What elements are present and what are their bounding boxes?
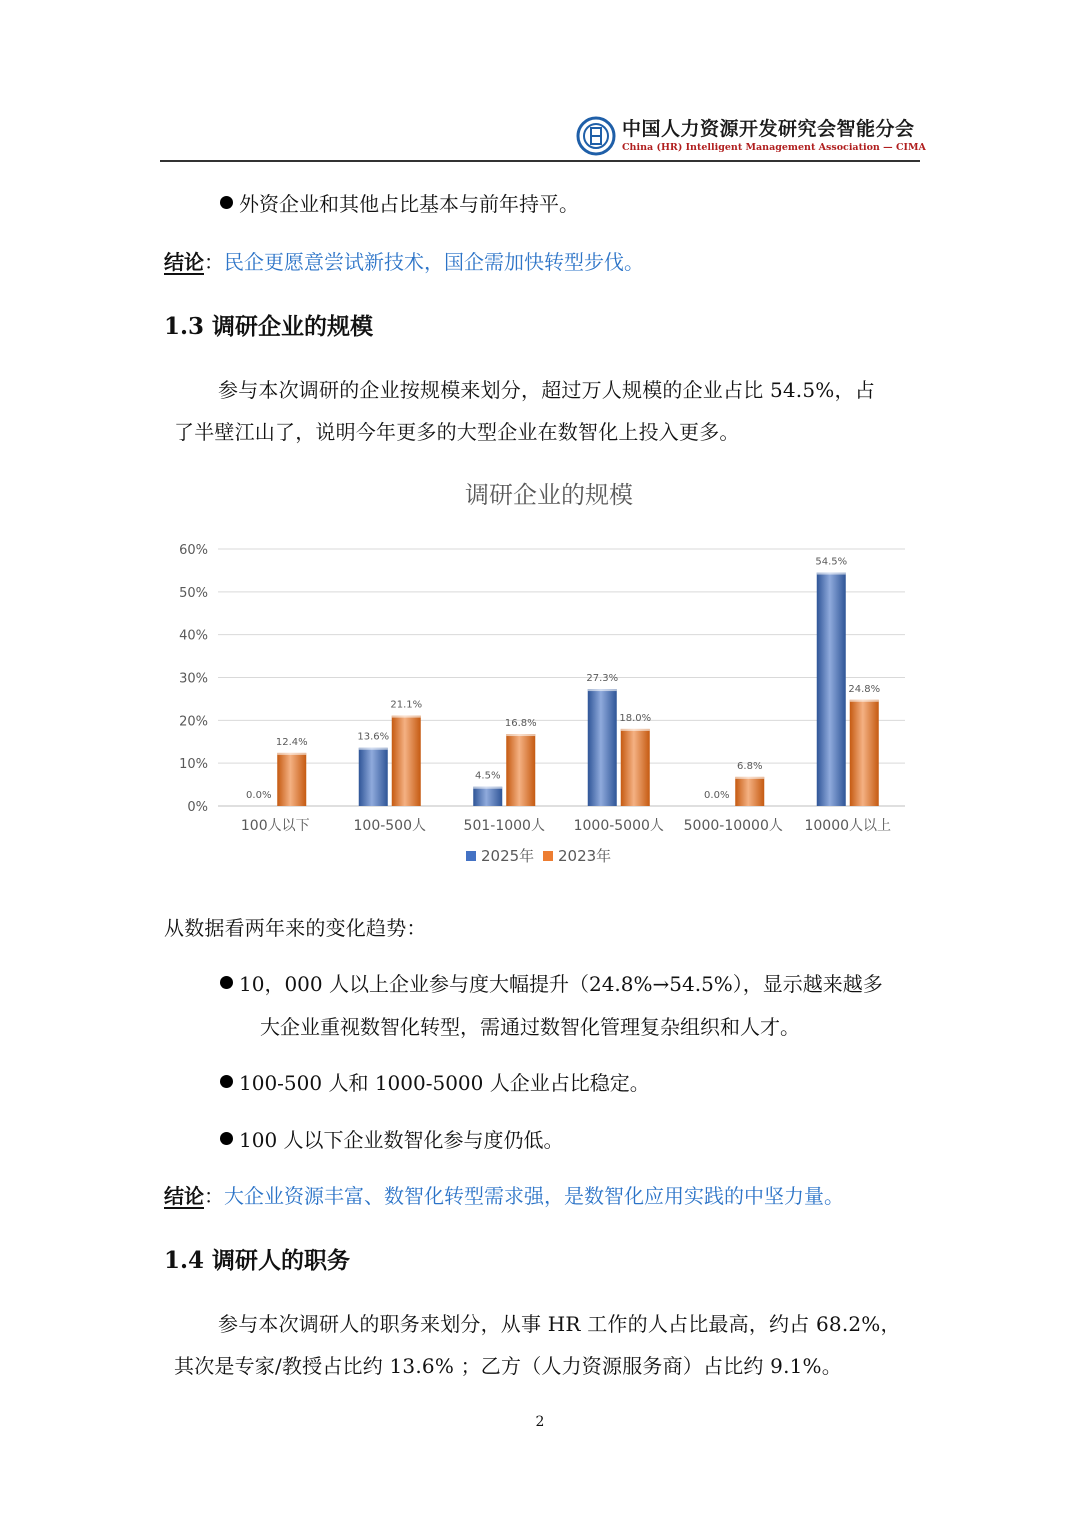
bar-2023 [735, 777, 764, 806]
conclusion-text: 大企业资源丰富、数智化转型需求强，是数智化应用实践的中坚力量。 [224, 1184, 844, 1208]
chart-title: 调研企业的规模 [465, 481, 633, 509]
bullet-dot-icon [220, 976, 233, 989]
conclusion-label: 结论 [164, 250, 204, 274]
bullet-text: 100-500 人和 1000-5000 人企业占比稳定。 [239, 1071, 650, 1095]
bar-highlight [359, 748, 388, 750]
bar-2025 [473, 787, 502, 806]
section-1-4-para-line2: 其次是专家/教授占比约 13.6% ；乙方（人力资源服务商）占比约 9.1%。 [174, 1354, 842, 1378]
bar-2023 [506, 734, 535, 806]
bar-highlight [621, 729, 650, 731]
data-label: 12.4% [275, 736, 308, 748]
org-name-cn: 中国人力资源开发研究会智能分会 [622, 118, 915, 140]
trend-bullet-3 [220, 1124, 564, 1153]
data-label: 4.5% [475, 770, 501, 782]
section-1-3-para-line1: 参与本次调研的企业按规模来划分，超过万人规模的企业占比 54.5%，占 [218, 378, 875, 402]
y-tick-label: 40% [179, 628, 208, 644]
trend-bullet-1-line2: 大企业重视数智化转型，需通过数智化管理复杂组织和人才。 [260, 1015, 800, 1039]
bar-highlight [850, 700, 879, 702]
bar-2025 [588, 689, 617, 806]
section-1-3-title: 1.3 调研企业的规模 [164, 313, 374, 340]
chart-gridlines [218, 549, 905, 806]
data-label: 18.0% [619, 712, 652, 724]
bar-highlight [817, 573, 846, 575]
x-tick-label: 100人以下 [240, 818, 310, 834]
data-label: 27.3% [586, 673, 619, 685]
bullet-foreign-enterprise [220, 188, 579, 217]
legend-label: 2023年 [558, 847, 612, 865]
y-tick-label: 60% [179, 543, 208, 558]
data-label: 21.1% [390, 699, 423, 711]
section-1-4-title: 1.4 调研人的职务 [164, 1247, 351, 1274]
bullet-text: 外资企业和其他占比基本与前年持平。 [239, 192, 579, 216]
bar-highlight [506, 734, 535, 736]
conclusion-label: 结论 [164, 1184, 204, 1208]
bullet-dot-icon [220, 1075, 233, 1088]
company-size-chart [160, 470, 920, 880]
y-tick-label: 10% [179, 757, 208, 773]
bar-2023 [277, 753, 306, 806]
x-axis-ticks [241, 818, 891, 834]
bar-2025 [817, 573, 846, 806]
y-axis-ticks [179, 543, 208, 815]
data-label: 54.5% [815, 556, 848, 568]
conclusion-1 [164, 246, 644, 275]
bullet-dot-icon [220, 1132, 233, 1145]
data-label: 0.0% [704, 790, 730, 801]
bar-highlight [277, 753, 306, 755]
cima-logo-icon [576, 116, 616, 156]
bar-2023 [392, 716, 421, 806]
legend-label: 2025年 [481, 847, 535, 865]
bar-highlight [473, 787, 502, 789]
data-label: 24.8% [848, 683, 881, 695]
bar-2023 [621, 729, 650, 806]
trend-bullet-1 [220, 968, 883, 997]
x-tick-label: 5000-10000人 [683, 818, 783, 834]
data-labels [246, 557, 880, 801]
bar-highlight [735, 777, 764, 779]
trend-bullet-2 [220, 1067, 650, 1096]
x-tick-label: 1000-5000人 [573, 818, 664, 834]
y-tick-label: 30% [179, 671, 208, 687]
bar-2023 [850, 700, 879, 806]
page-header [160, 112, 926, 162]
data-label: 6.8% [737, 760, 763, 772]
data-label: 13.6% [357, 731, 390, 743]
bullet-dot-icon [220, 196, 233, 209]
conclusion-text: 民企更愿意尝试新技术，国企需加快转型步伐。 [224, 250, 644, 274]
chart-legend [466, 847, 611, 865]
bullet-text: 10，000 人以上企业参与度大幅提升（24.8%→54.5%），显示越来越多 [239, 972, 883, 996]
bar-2025 [359, 748, 388, 806]
bar-highlight [588, 689, 617, 691]
chart-bars [277, 573, 879, 806]
bullet-text: 100 人以下企业数智化参与度仍低。 [239, 1128, 564, 1152]
y-tick-label: 0% [187, 800, 208, 815]
x-tick-label: 501-1000人 [463, 818, 545, 834]
data-label: 0.0% [246, 790, 272, 801]
conclusion-2 [164, 1180, 844, 1209]
x-tick-label: 10000人以上 [804, 818, 892, 834]
x-tick-label: 100-500人 [353, 818, 426, 834]
legend-swatch [466, 851, 476, 861]
section-1-3-para-line2: 了半壁江山了，说明今年更多的大型企业在数智化上投入更多。 [174, 420, 740, 444]
y-tick-label: 20% [179, 714, 208, 730]
data-label: 16.8% [504, 718, 537, 730]
conclusion-colon: ： [204, 250, 224, 274]
y-tick-label: 50% [179, 585, 208, 601]
page-number: 2 [535, 1414, 545, 1430]
conclusion-colon: ： [204, 1184, 224, 1208]
bar-highlight [392, 716, 421, 718]
section-1-4-para-line1: 参与本次调研人的职务来划分，从事 HR 工作的人占比最高，约占 68.2%， [218, 1312, 901, 1336]
trend-intro: 从数据看两年来的变化趋势： [164, 916, 427, 940]
org-name-en: China (HR) Intelligent Management Association — CIMA [622, 142, 926, 153]
legend-swatch [543, 851, 553, 861]
